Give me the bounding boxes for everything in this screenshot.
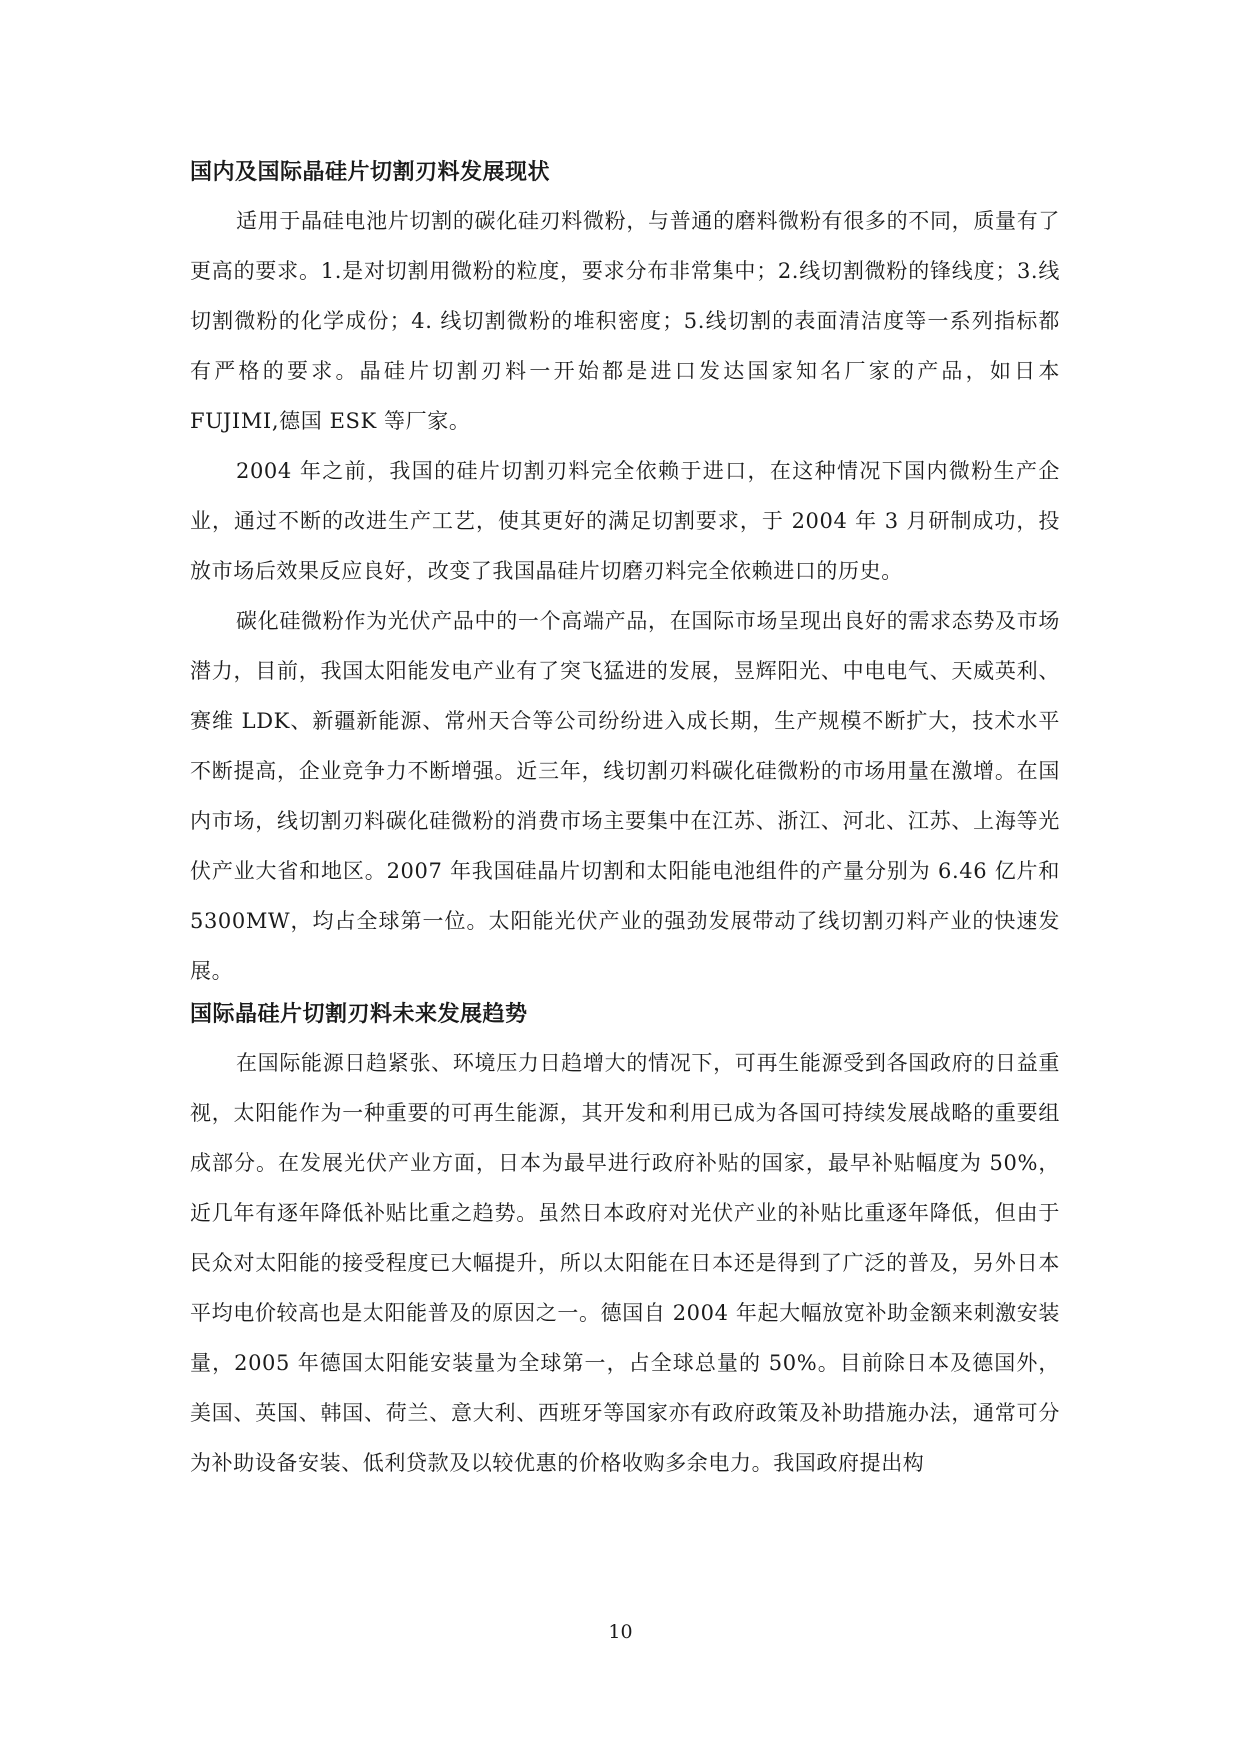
paragraph-international-policy: 在国际能源日趋紧张、环境压力日趋增大的情况下，可再生能源受到各国政府的日益重视，太阳能作为一种重要的可再生能源，其开发和利用已成为各国可持续发展战略的重要组成部分。在发展光伏产业方面，日本为最早进行政府补贴的国家，最早补贴幅度为 50%，近几年有逐年降低补贴比重之趋势。虽然日本政府对光伏产业的补贴比重逐年降低，但由于民众对太阳能的接受程度已大幅提升，所以太阳能在日本还是得到了广泛的普及，另外日本平均电价较高也是太阳能普及的原因之一。德国自 2004 年起大幅放宽补助金额来刺激安装量，2005 年德国太阳能安装量为全球第一，占全球总量的 50%。目前除日本及德国外，美国、英国、韩国、荷兰、意大利、西班牙等国家亦有政府政策及补助措施办法，通常可分为补助设备安装、低利贷款及以较优惠的价格收购多余电力。我国政府提出构: [190, 1051, 1060, 1475]
page-body: [190, 158, 1060, 1488]
paragraph-domestic-development: 2004 年之前，我国的硅片切割刃料完全依赖于进口，在这种情况下国内微粉生产企业，通过不断的改进生产工艺，使其更好的满足切割要求，于 2004 年 3 月研制成功，投放市场后效果反应良好，改变了我国晶硅片切磨刃料完全依赖进口的历史。: [190, 459, 1060, 583]
section-heading-current-status: 国内及国际晶硅片切割刃料发展现状: [190, 160, 551, 185]
paragraph-market-potential: 碳化硅微粉作为光伏产品中的一个高端产品，在国际市场呈现出良好的需求态势及市场潜力，目前，我国太阳能发电产业有了突飞猛进的发展，昱辉阳光、中电电气、天威英利、赛维 LDK、新疆新能源、常州天合等公司纷纷进入成长期，生产规模不断扩大，技术水平不断提高，企业竞争力不断增强。近三年，线切割刃料碳化硅微粉的市场用量在激增。在国内市场，线切割刃料碳化硅微粉的消费市场主要集中在江苏、浙江、河北、江苏、上海等光伏产业大省和地区。2007 年我国硅晶片切割和太阳能电池组件的产量分别为 6.46 亿片和 5300MW，均占全球第一位。太阳能光伏产业的强劲发展带动了线切割刃料产业的快速发展。: [190, 609, 1060, 983]
paragraph-abrasive-requirements: 适用于晶硅电池片切割的碳化硅刃料微粉，与普通的磨料微粉有很多的不同，质量有了更高的要求。1.是对切割用微粉的粒度，要求分布非常集中；2.线切割微粉的锋线度；3.线切割微粉的化学成份；4. 线切割微粉的堆积密度；5.线切割的表面清洁度等一系列指标都有严格的要求。晶硅片切割刃料一开始都是进口发达国家知名厂家的产品，如日本 FUJIMI,德国 ESK 等厂家。: [190, 209, 1060, 433]
section-heading-future-trends: 国际晶硅片切割刃料未来发展趋势: [190, 1002, 528, 1027]
page-number: 10: [608, 1621, 633, 1643]
